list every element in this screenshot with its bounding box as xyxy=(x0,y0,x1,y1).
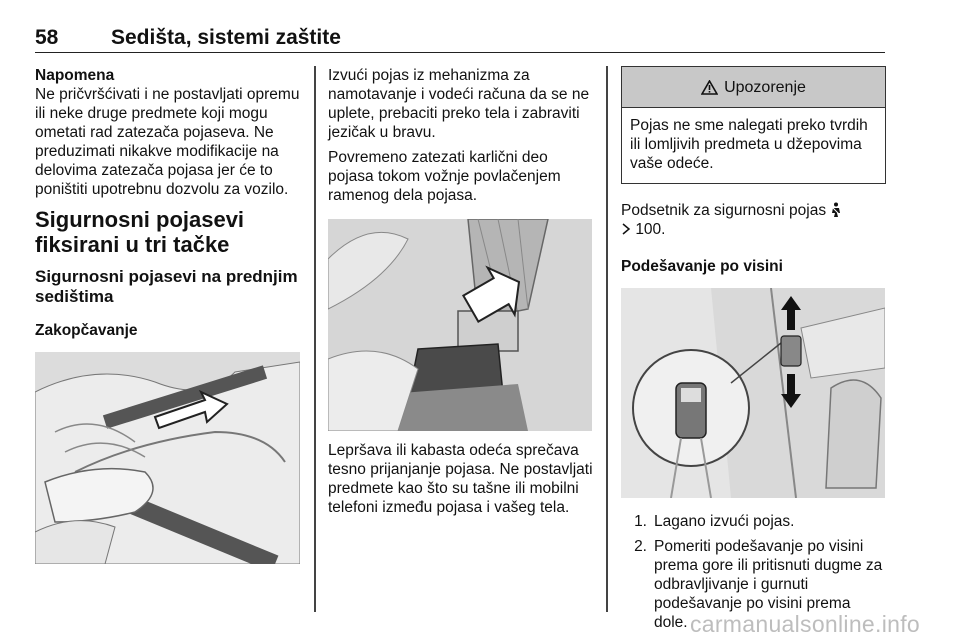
warning-triangle-icon xyxy=(701,80,718,95)
column-divider xyxy=(314,66,316,612)
clothing-paragraph: Lepršava ili kabasta odeća sprečava tesno prijanjanje pojasa. Ne postavljati predmete kao što su tašne ili mobilni telefoni između pojasa i vašeg tela. xyxy=(328,442,593,516)
reference-page: 100. xyxy=(635,221,666,238)
section-heading: Sigurnosni pojasevi fiksirani u tri tačke xyxy=(35,207,245,257)
note-text: Ne pričvršćivati i ne postavljati opremu ili neke druge predmete koji mogu ometati rad zatezača pojaseva. Ne preduzimati nikakve modifikacije na delovima zatezača pojasa jer će to poništiti upotrebnu dozvolu za vozilo. xyxy=(35,86,300,198)
watermark: carmanualsonline.info xyxy=(689,611,920,637)
step-number: 2. xyxy=(634,538,647,555)
buckling-seatbelt-illustration xyxy=(35,352,300,564)
height-adjust-heading: Podešavanje po visini xyxy=(621,258,783,275)
column-divider xyxy=(606,66,608,612)
warning-box xyxy=(621,66,886,184)
subsection-heading: Sigurnosni pojasevi na prednjim sedištima xyxy=(35,267,298,306)
warning-header xyxy=(622,67,885,108)
column-right xyxy=(621,66,886,638)
step-text: Pomeriti podešavanje po visini prema gore ili pritisnuti dugme za odbravljivanje i gurnuti podešavanje po visini prema dole. xyxy=(654,538,883,631)
note-title: Napomena xyxy=(35,67,115,84)
chapter-title: Sedišta, sistemi zaštite xyxy=(111,26,341,49)
reminder-line xyxy=(621,201,886,220)
list-item xyxy=(621,512,886,531)
step-number: 1. xyxy=(634,513,647,530)
tightening-seatbelt-illustration xyxy=(328,219,592,431)
topic-heading: Zakopčavanje xyxy=(35,322,138,339)
page-number: 58 xyxy=(35,26,59,49)
warning-text: Pojas ne sme nalegati preko tvrdih ili lomljivih predmeta u džepovima vaše odeće. xyxy=(630,117,868,172)
column-middle xyxy=(328,66,596,517)
height-adjuster-illustration xyxy=(621,288,885,498)
instruction-paragraph: Povremeno zatezati karlični deo pojasa tokom vožnje povlačenjem ramenog dela pojasa. xyxy=(328,149,561,204)
page-reference-arrow-icon xyxy=(621,223,631,235)
reminder-text: Podsetnik za sigurnosni pojas xyxy=(621,202,827,219)
page-header xyxy=(35,22,885,53)
instruction-paragraph: Izvući pojas iz mehanizma za namotavanje i vodeći računa da se ne uplete, prebaciti preko tela i zabraviti jezičak u bravu. xyxy=(328,67,590,141)
step-text: Lagano izvući pojas. xyxy=(654,513,795,530)
seatbelt-reminder-icon xyxy=(830,202,842,217)
warning-title: Upozorenje xyxy=(724,78,806,96)
column-left xyxy=(35,66,303,564)
reference-line xyxy=(621,220,886,239)
